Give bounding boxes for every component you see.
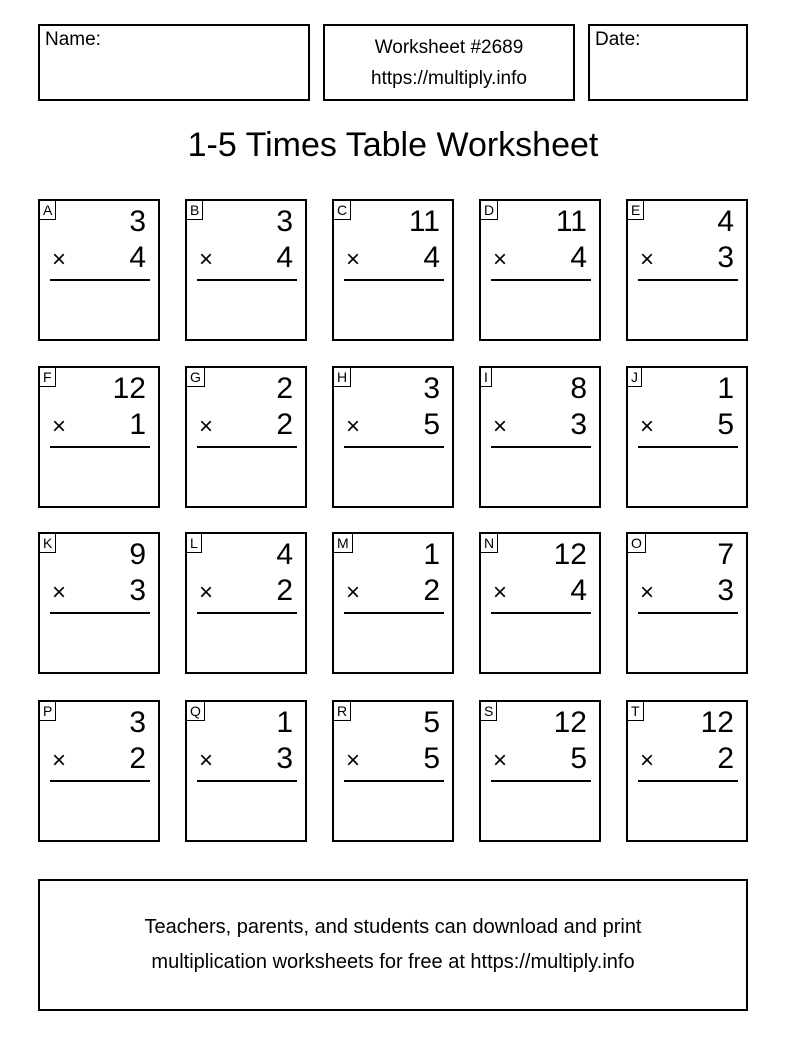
multiply-sign-icon: × — [640, 246, 655, 273]
multiplier: 1 — [129, 408, 146, 441]
problem-cell[interactable] — [185, 700, 307, 842]
problem-cell[interactable] — [626, 532, 748, 674]
answer-line — [344, 446, 444, 448]
problem-letter: G — [186, 367, 205, 387]
multiplicand: 12 — [112, 372, 146, 405]
multiplier: 2 — [129, 742, 146, 775]
problem-letter: C — [333, 200, 351, 220]
problem-cell[interactable] — [479, 532, 601, 674]
multiply-sign-icon: × — [199, 246, 214, 273]
problem-letter: H — [333, 367, 351, 387]
answer-line — [638, 279, 738, 281]
problem-letter: A — [39, 200, 56, 220]
multiplier: 4 — [129, 241, 146, 274]
multiplier: 5 — [423, 408, 440, 441]
multiplicand: 4 — [276, 538, 293, 571]
footer-box — [38, 879, 748, 1011]
multiplier: 3 — [276, 742, 293, 775]
multiplicand: 3 — [423, 372, 440, 405]
multiplier: 4 — [423, 241, 440, 274]
problem-cell[interactable] — [479, 199, 601, 341]
page-title: 1-5 Times Table Worksheet — [187, 126, 599, 164]
footer-text-line-2: multiplication worksheets for free at https://multiply.info — [151, 951, 635, 973]
multiplicand: 12 — [700, 706, 734, 739]
answer-line — [491, 780, 591, 782]
multiply-sign-icon: × — [346, 413, 361, 440]
multiplier: 3 — [570, 408, 587, 441]
multiply-sign-icon: × — [52, 413, 67, 440]
problem-letter: S — [480, 701, 497, 721]
problem-letter: T — [627, 701, 644, 721]
answer-line — [638, 446, 738, 448]
answer-line — [344, 279, 444, 281]
multiplicand: 7 — [717, 538, 734, 571]
multiplicand: 12 — [553, 706, 587, 739]
problem-letter: F — [39, 367, 56, 387]
problem-cell[interactable] — [332, 700, 454, 842]
problem-cell[interactable] — [185, 366, 307, 508]
answer-line — [638, 612, 738, 614]
multiply-sign-icon: × — [346, 747, 361, 774]
multiplicand: 12 — [553, 538, 587, 571]
problem-letter: L — [186, 533, 202, 553]
multiplicand: 1 — [276, 706, 293, 739]
multiply-sign-icon: × — [640, 747, 655, 774]
problem-cell[interactable] — [38, 532, 160, 674]
multiplicand: 1 — [423, 538, 440, 571]
multiplier: 5 — [423, 742, 440, 775]
multiply-sign-icon: × — [199, 579, 214, 606]
multiplicand: 4 — [717, 205, 734, 238]
multiplicand: 9 — [129, 538, 146, 571]
multiplicand: 3 — [129, 205, 146, 238]
problem-letter: K — [39, 533, 56, 553]
multiplicand: 3 — [276, 205, 293, 238]
footer-text-line-1: Teachers, parents, and students can download and print — [144, 916, 642, 938]
multiply-sign-icon: × — [346, 579, 361, 606]
multiply-sign-icon: × — [346, 246, 361, 273]
answer-line — [491, 279, 591, 281]
answer-line — [344, 612, 444, 614]
multiplier: 2 — [717, 742, 734, 775]
answer-line — [197, 279, 297, 281]
problem-letter: I — [480, 367, 492, 387]
answer-line — [344, 780, 444, 782]
multiplier: 3 — [717, 574, 734, 607]
problem-letter: J — [627, 367, 642, 387]
problem-letter: N — [480, 533, 498, 553]
multiplicand: 11 — [555, 205, 587, 238]
problem-cell[interactable] — [479, 700, 601, 842]
multiply-sign-icon: × — [52, 579, 67, 606]
problem-letter: M — [333, 533, 353, 553]
multiply-sign-icon: × — [493, 747, 508, 774]
multiply-sign-icon: × — [493, 579, 508, 606]
multiplier: 3 — [129, 574, 146, 607]
problem-letter: Q — [186, 701, 205, 721]
problem-letter: E — [627, 200, 644, 220]
worksheet-info-box — [323, 24, 575, 101]
multiplicand: 3 — [129, 706, 146, 739]
problem-letter: P — [39, 701, 56, 721]
answer-line — [197, 612, 297, 614]
multiply-sign-icon: × — [493, 413, 508, 440]
problem-cell[interactable] — [626, 700, 748, 842]
answer-line — [491, 612, 591, 614]
multiply-sign-icon: × — [640, 579, 655, 606]
problem-letter: O — [627, 533, 646, 553]
multiplier: 2 — [423, 574, 440, 607]
multiplier: 5 — [570, 742, 587, 775]
answer-line — [638, 780, 738, 782]
answer-line — [197, 446, 297, 448]
problem-cell[interactable] — [38, 700, 160, 842]
multiplicand: 5 — [423, 706, 440, 739]
problem-cell[interactable] — [332, 366, 454, 508]
multiplier: 2 — [276, 408, 293, 441]
multiply-sign-icon: × — [52, 747, 67, 774]
multiplier: 4 — [570, 241, 587, 274]
multiplier: 2 — [276, 574, 293, 607]
multiplier: 4 — [570, 574, 587, 607]
multiply-sign-icon: × — [640, 413, 655, 440]
multiply-sign-icon: × — [199, 747, 214, 774]
answer-line — [50, 780, 150, 782]
multiply-sign-icon: × — [199, 413, 214, 440]
worksheet-number: Worksheet #2689 — [374, 37, 524, 58]
answer-line — [491, 446, 591, 448]
answer-line — [50, 446, 150, 448]
multiplier: 5 — [717, 408, 734, 441]
multiply-sign-icon: × — [52, 246, 67, 273]
date-field-box[interactable] — [588, 24, 748, 101]
problem-cell[interactable] — [479, 366, 601, 508]
name-field-box[interactable] — [38, 24, 310, 101]
problem-cell[interactable] — [332, 532, 454, 674]
problem-cell[interactable] — [626, 366, 748, 508]
problem-cell[interactable] — [185, 532, 307, 674]
answer-line — [197, 780, 297, 782]
multiplicand: 8 — [570, 372, 587, 405]
problem-cell[interactable] — [626, 199, 748, 341]
multiplier: 4 — [276, 241, 293, 274]
problem-letter: B — [186, 200, 203, 220]
answer-line — [50, 279, 150, 281]
date-label: Date: — [595, 29, 641, 50]
multiplier: 3 — [717, 241, 734, 274]
worksheet-url: https://multiply.info — [371, 68, 527, 89]
multiplicand: 1 — [717, 372, 734, 405]
multiplicand: 11 — [408, 205, 440, 238]
problem-cell[interactable] — [332, 199, 454, 341]
multiply-sign-icon: × — [493, 246, 508, 273]
problem-cell[interactable] — [38, 199, 160, 341]
name-label: Name: — [45, 29, 101, 50]
problem-cell[interactable] — [38, 366, 160, 508]
problem-letter: R — [333, 701, 351, 721]
answer-line — [50, 612, 150, 614]
problem-cell[interactable] — [185, 199, 307, 341]
problem-letter: D — [480, 200, 498, 220]
multiplicand: 2 — [276, 372, 293, 405]
